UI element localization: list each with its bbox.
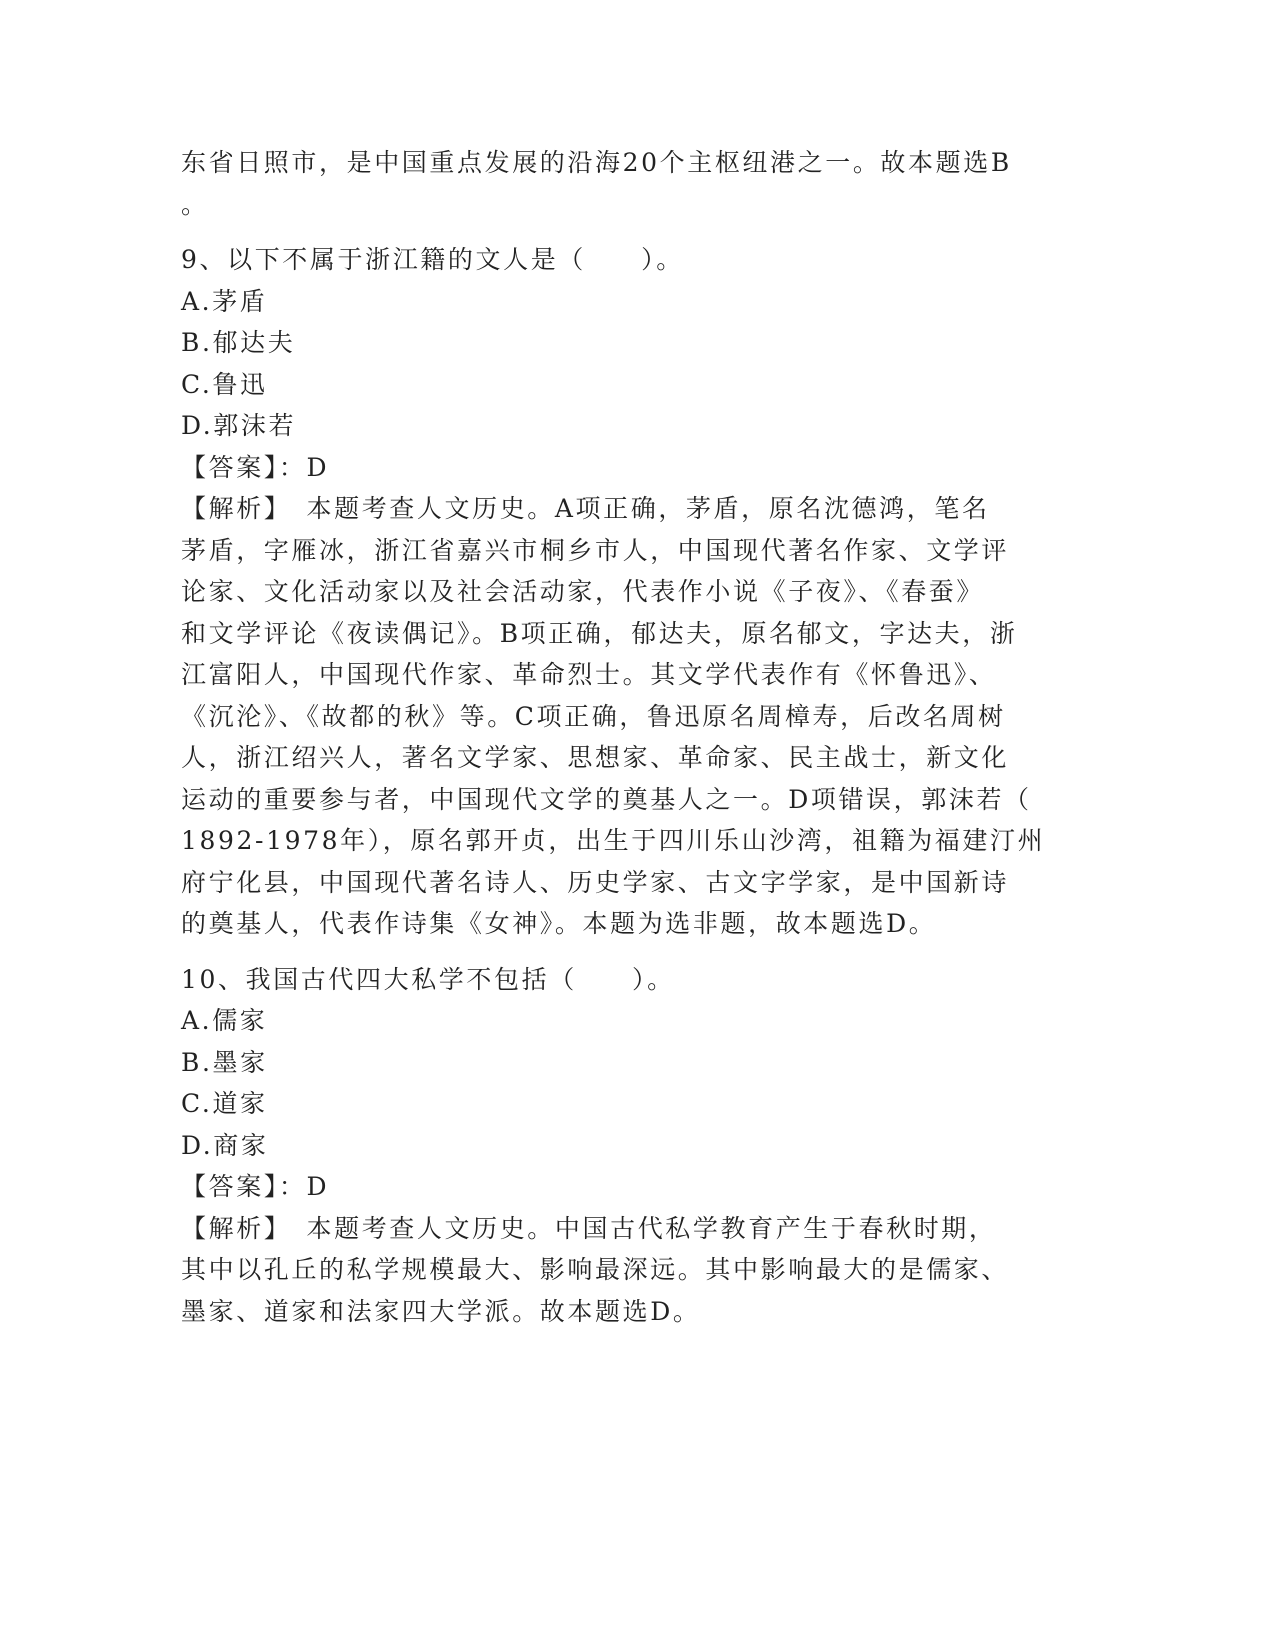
- text-line: 东省日照市，是中国重点发展的沿海20个主枢纽港之一。故本题选B: [181, 148, 1012, 177]
- analysis-line: 《沉沦》、《故都的秋》等。C项正确，鲁迅原名周樟寿，后改名周树: [181, 701, 1006, 731]
- question-stem: 10、我国古代四大私学不包括（ ）。: [181, 964, 675, 994]
- analysis-line: 江富阳人，中国现代作家、革命烈士。其文学代表作有《怀鲁迅》、: [181, 660, 997, 689]
- question-9: [181, 239, 1081, 945]
- option-b: B.郁达夫: [181, 328, 296, 357]
- analysis-line: 【解析】 本题考查人文历史。中国古代私学教育产生于春秋时期，: [181, 1213, 997, 1243]
- question-10: [181, 959, 1081, 1333]
- analysis-line: 茅盾，字雁冰，浙江省嘉兴市桐乡市人，中国现代著名作家、文学评: [181, 535, 1010, 565]
- text-line: 。: [181, 189, 209, 219]
- answer-line: 【答案】：D: [181, 1172, 330, 1201]
- analysis-line: 和文学评论《夜读偶记》。B项正确，郁达夫，原名郁文，字达夫，浙: [181, 618, 1018, 648]
- option-c: C.道家: [181, 1089, 268, 1118]
- answer-line: 【答案】：D: [181, 452, 330, 482]
- previous-answer-continuation: [181, 142, 1081, 225]
- analysis: [181, 488, 1081, 945]
- analysis: [181, 1208, 1081, 1333]
- analysis-line: 运动的重要参与者，中国现代文学的奠基人之一。D项错误，郭沫若（: [181, 784, 1032, 814]
- document-page: [181, 142, 1081, 1332]
- option-a: A.茅盾: [181, 286, 268, 316]
- analysis-line: 论家、文化活动家以及社会活动家，代表作小说《子夜》、《春蚕》: [181, 577, 985, 606]
- analysis-line: 的奠基人，代表作诗集《女神》。本题为选非题，故本题选D。: [181, 909, 937, 938]
- analysis-line: 1892-1978年），原名郭开贞，出生于四川乐山沙湾，祖籍为福建汀州: [181, 826, 1046, 855]
- analysis-line: 其中以孔丘的私学规模最大、影响最深远。其中影响最大的是儒家、: [181, 1255, 1010, 1284]
- analysis-line: 人，浙江绍兴人，著名文学家、思想家、革命家、民主战士，新文化: [181, 743, 1010, 772]
- analysis-line: 【解析】 本题考查人文历史。A项正确，茅盾，原名沈德鸿，笔名: [181, 494, 990, 523]
- option-b: B.墨家: [181, 1047, 268, 1077]
- question-stem: 9、以下不属于浙江籍的文人是（ ）。: [181, 245, 684, 274]
- option-c: C.鲁迅: [181, 369, 268, 399]
- analysis-line: 府宁化县，中国现代著名诗人、历史学家、古文字学家，是中国新诗: [181, 867, 1010, 897]
- option-d: D.郭沫若: [181, 411, 297, 440]
- analysis-line: 墨家、道家和法家四大学派。故本题选D。: [181, 1296, 701, 1326]
- option-d: D.商家: [181, 1130, 269, 1160]
- option-a: A.儒家: [181, 1006, 268, 1035]
